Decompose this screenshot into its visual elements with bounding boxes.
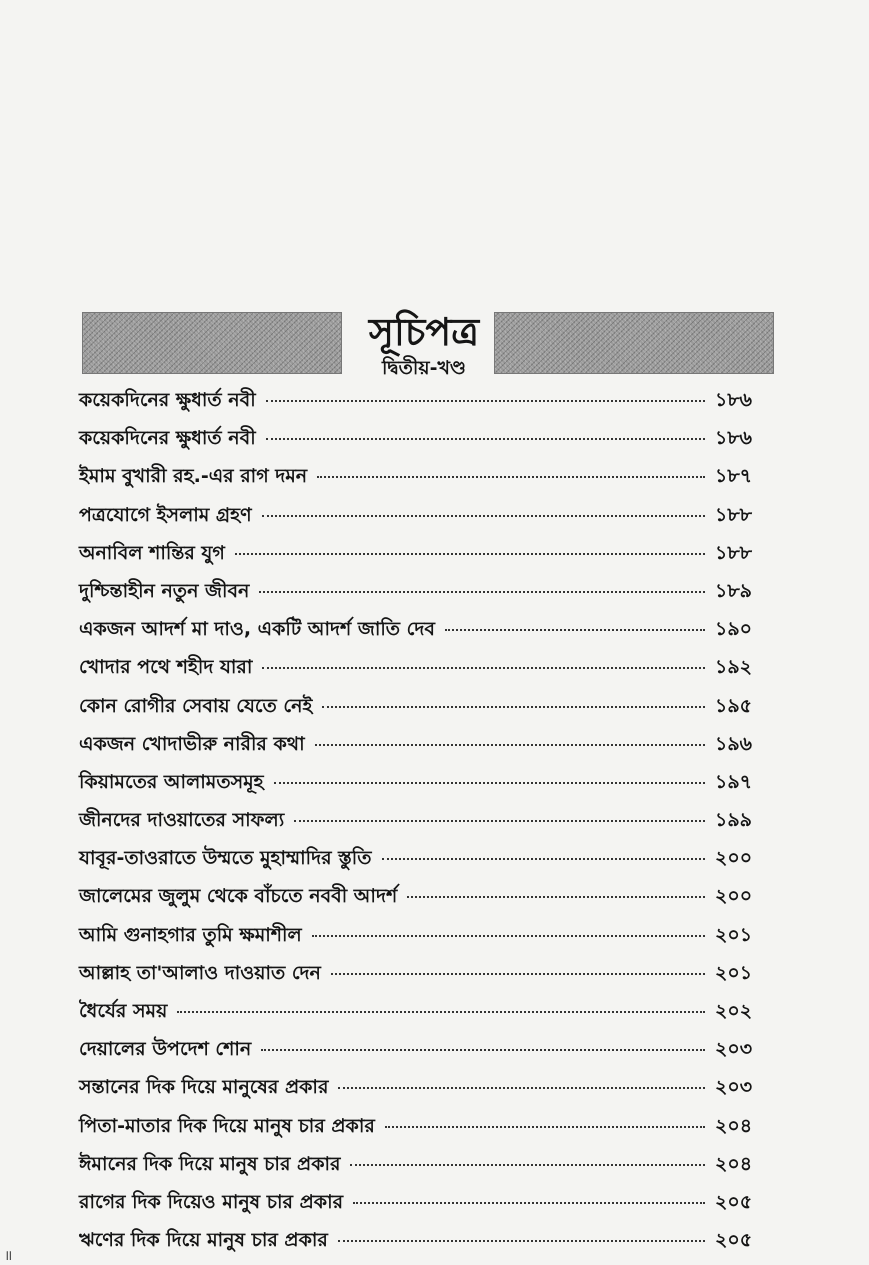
toc-entry-title: জীনদের দাওয়াতের সাফল্য	[79, 809, 285, 832]
toc-entry	[79, 501, 771, 539]
toc-entry-page-number: ১৯৫	[715, 694, 752, 717]
dot-leader	[312, 935, 705, 937]
toc-entry-page-number: ১৮৮	[715, 541, 752, 564]
toc-entry-title: দুশ্চিন্তাহীন নতুন জীবন	[79, 579, 250, 602]
dot-leader	[266, 400, 705, 402]
dot-leader	[261, 1049, 705, 1051]
toc-entry-page-number: ২০৩	[715, 1076, 753, 1099]
toc-entry	[79, 921, 771, 959]
banner-texture-right	[494, 312, 774, 374]
dot-leader	[331, 973, 705, 975]
toc-entry-page-number: ২০৪	[715, 1152, 753, 1175]
toc-entry-title: কিয়ামতের আলামতসমূহ	[79, 770, 264, 793]
toc-entry-page-number: ২০৫	[715, 1229, 753, 1252]
toc-entry-title: একজন খোদাভীরু নারীর কথা	[79, 732, 305, 755]
toc-entry-title: ঋণের দিক দিয়ে মানুষ চার প্রকার	[79, 1229, 328, 1252]
toc-entry-page-number: ২০০	[715, 885, 753, 908]
toc-entry	[79, 615, 771, 653]
toc-entry-title: ঈমানের দিক দিয়ে মানুষ চার প্রকার	[79, 1152, 341, 1175]
toc-entry-title: যাবূর-তাওরাতে উম্মতে মুহাম্মাদির স্তুতি	[79, 847, 372, 870]
toc-entry-title: একজন আদর্শ মা দাও, একটি আদর্শ জাতি দেব	[79, 618, 435, 641]
toc-entry	[79, 462, 771, 500]
toc-entry	[79, 653, 771, 691]
dot-leader	[262, 515, 705, 517]
dot-leader	[385, 1126, 705, 1128]
toc-entry-page-number: ২০২	[715, 1000, 753, 1022]
toc-entry-title: কয়েকদিনের ক্ষুধার্ত নবী	[79, 389, 256, 411]
toc-entry-page-number: ১৮৬	[715, 389, 753, 411]
toc-entry-page-number: ১৯৭	[715, 770, 753, 793]
dot-leader	[259, 591, 705, 593]
dot-leader	[235, 553, 705, 555]
toc-entry-page-number: ২০৩	[715, 1038, 753, 1061]
dot-leader	[382, 858, 706, 860]
page-corner-mark: ॥	[4, 1248, 13, 1264]
toc-entry	[79, 1112, 771, 1150]
toc-entry-title: অনাবিল শান্তির যুগ	[79, 541, 225, 564]
dot-leader	[350, 1164, 705, 1166]
dot-leader	[274, 782, 705, 784]
dot-leader	[338, 1240, 705, 1242]
dot-leader	[317, 476, 705, 478]
dot-leader	[353, 1202, 705, 1204]
toc-entry-title: দেয়ালের উপদেশ শোন	[79, 1038, 252, 1061]
toc-entry	[79, 424, 771, 462]
toc-entry	[79, 539, 771, 577]
toc-entry-page-number: ২০১	[715, 923, 753, 946]
toc-entry-page-number: ২০৪	[715, 1114, 753, 1137]
toc-entry-page-number: ১৯২	[715, 656, 753, 679]
dot-leader	[294, 820, 705, 822]
toc-entry-page-number: ১৮৭	[715, 465, 753, 488]
toc-entry-title: আল্লাহ তা'আলাও দাওয়াত দেন	[79, 961, 321, 984]
dot-leader	[322, 706, 705, 708]
toc-entry	[79, 768, 771, 806]
toc-entry	[79, 997, 771, 1035]
toc-entry-page-number: ১৯০	[715, 618, 753, 641]
toc-entry-page-number: ১৯৬	[715, 732, 753, 755]
toc-entry-title: জালেমের জুলুম থেকে বাঁচতে নববী আদর্শ	[79, 885, 398, 908]
dot-leader	[177, 1011, 705, 1013]
toc-entry	[79, 882, 771, 920]
toc-entry-page-number: ১৮৯	[715, 579, 752, 602]
contents-title: সূচিপত্র	[368, 310, 480, 354]
toc-entry	[79, 730, 771, 768]
toc-entry-page-number: ২০০	[715, 847, 753, 870]
toc-entry-title: কয়েকদিনের ক্ষুধার্ত নবী	[79, 427, 256, 450]
toc-entry-page-number: ১৯৯	[715, 809, 752, 832]
dot-leader	[315, 744, 705, 746]
toc-entry	[79, 386, 771, 424]
toc-entry-title: ধৈর্যের সময়	[79, 1000, 168, 1022]
dot-leader	[262, 667, 705, 669]
toc-entry	[79, 806, 771, 844]
toc-entry-page-number: ২০৫	[715, 1190, 753, 1213]
dot-leader	[445, 629, 705, 631]
toc-entry-title: সন্তানের দিক দিয়ে মানুষের প্রকার	[79, 1076, 329, 1099]
toc-entry	[79, 577, 771, 615]
toc-entry-title: কোন রোগীর সেবায় যেতে নেই	[79, 694, 313, 717]
toc-entry	[79, 1150, 771, 1188]
banner-texture-left	[82, 312, 342, 374]
toc-entry-title: পত্রযোগে ইসলাম গ্রহণ	[79, 503, 252, 526]
dot-leader	[407, 896, 705, 898]
volume-subtitle: দ্বিতীয়-খণ্ড	[381, 357, 467, 379]
toc-entry	[79, 1188, 771, 1226]
toc-entry-title: পিতা-মাতার দিক দিয়ে মানুষ চার প্রকার	[79, 1114, 375, 1137]
toc-entry	[79, 1073, 771, 1111]
toc-entry-page-number: ২০১	[715, 961, 753, 984]
toc-entry	[79, 1226, 771, 1264]
table-of-contents	[79, 386, 771, 1264]
toc-entry	[79, 959, 771, 997]
toc-entry-title: আমি গুনাহগার তুমি ক্ষমাশীল	[79, 923, 302, 946]
toc-entry	[79, 692, 771, 730]
toc-entry-page-number: ১৮৬	[715, 427, 753, 450]
dot-leader	[266, 438, 705, 440]
toc-entry	[79, 1035, 771, 1073]
contents-banner	[82, 310, 774, 379]
toc-entry-title: রাগের দিক দিয়েও মানুষ চার প্রকার	[79, 1190, 344, 1213]
dot-leader	[338, 1087, 705, 1089]
toc-entry-title: ইমাম বুখারী রহ.-এর রাগ দমন	[79, 465, 308, 488]
toc-entry-page-number: ১৮৮	[715, 503, 752, 526]
toc-entry	[79, 844, 771, 882]
toc-entry-title: খোদার পথে শহীদ যারা	[79, 656, 253, 679]
